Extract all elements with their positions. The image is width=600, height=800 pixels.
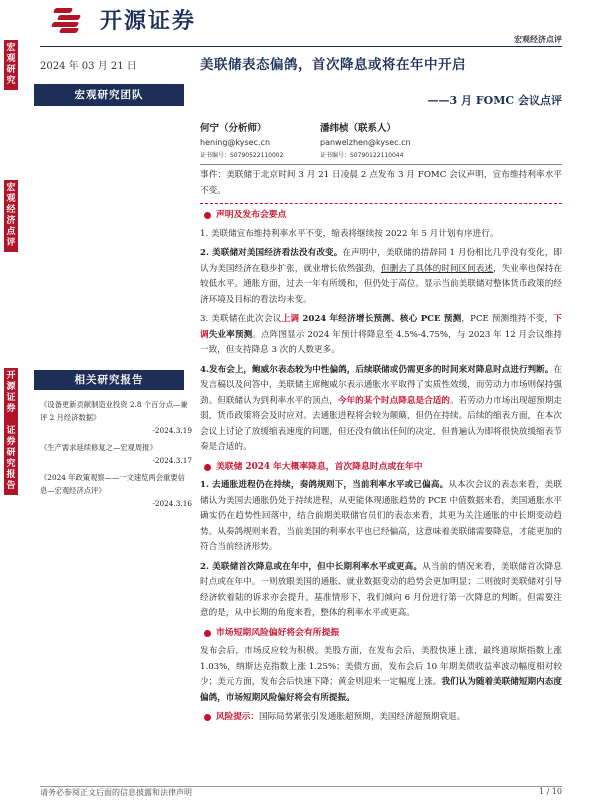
analyst-email[interactable]: panweizhen@kysec.cn	[320, 138, 411, 147]
sidebar-char: 评	[6, 238, 16, 248]
report-category: 宏观经济点评	[514, 35, 562, 44]
point-4: 4.发布会上，鲍威尔表态较为中性偏鸽，后续联储或仍需更多的时间来对降息时点进行判断。在发言稿以及问答中，美联储主席鲍威尔表示通胀水平取得了实质性效缓，而劳动力市场则保持强劲。但联储认为到利率水平的顶点，今年的某个时点降息是合适的。若劳动力市场出现超预期走弱，货币政策将会及时应对。去通胀进程将会较为颠簸，但仍在持续。后续的缩表方面，在本次会议上讨论了放缓缩表速度的问题，但还没有做出任何的决定，但普遍认为即将很快放缓缩表节奏是合适的。	[200, 364, 562, 452]
sidebar-char: 券	[6, 404, 16, 414]
market-paragraph: 发布会后，市场反应较为积极。美股方面，在发布会后，美股快速上涨，最终道琼斯指数上涨 1.03%，纳斯达克指数上涨 1.25%；美债方面，发布会后 10 年期美债收益率波动幅度相对较少；美元方面，发布会后快速下降；黄金则迎来一定幅度上涨。我们认为随着美联储短期内态度偏鸽，市场短期风险偏好将会有所提振。	[200, 646, 562, 703]
point-3: 3. 美联储在此次会议上调 2024 年经济增长预测、核心 PCE 预测，PCE 预测维持不变，下调失业率预测。点阵图显示 2024 年预计将降息至 4.5%-4.75%，与 2023 年 12 月会议维持一致，但支持降息 3 次的人数更多。	[200, 314, 562, 355]
sidebar-char: 宏	[6, 43, 16, 53]
left-sidebar-strip	[0, 0, 22, 800]
sidebar-tag-macro-commentary	[4, 180, 18, 252]
team-label: 宏观研究团队	[34, 84, 184, 106]
related-reports-list	[40, 398, 192, 514]
analyst-2	[320, 120, 411, 159]
point-2: 2. 美联储对美国经济看法没有改变。在声明中，美联储的措辞同 1 月份相比几乎没有变化，即认为美国经济在稳步扩张，就业增长依然强劲，但删去了具体的时间区间表述，失业率也保持在较低水平。通胀方面，过去一年有所缓和，但仍处于高位。显示当前美联储对整体货币政策的经济环境及目标的看法均未变。	[200, 248, 563, 305]
rate-point-1: 1. 去通胀进程仍在持续，奏鸽规则下，当前利率水平或已偏高。从本次会议的表态来看，美联储认为美国去通胀仍处于持续进程，从更能体现通胀趋势的 PCE 中值数据来看，美国通胀水平确实仍在趋势性回落中，结合前期美联储官员们的表态来看，其更为关注通胀的中长期变动趋势。从奏鸽规则来看，当前美国的利率水平也已经偏高，这意味着美联储需要降息，才能更加的符合当前经济形势。	[200, 480, 562, 552]
sidebar-char: 证	[6, 426, 16, 436]
analyst-name: 潘纬桢（联系人）	[320, 123, 397, 134]
sidebar-char: 开	[6, 371, 16, 381]
sidebar-char: 宏	[6, 183, 16, 193]
analyst-cert: 证书编号：S0790522110002	[200, 152, 284, 159]
brand-logo	[48, 2, 196, 36]
kaiyuan-logo-icon	[48, 5, 94, 33]
logo-text: 开源证券	[100, 8, 197, 34]
analyst-divider	[200, 164, 562, 165]
sidebar-char: 研	[6, 65, 16, 75]
analyst-name: 何宁（分析师）	[200, 123, 267, 134]
header-divider	[40, 46, 562, 47]
analyst-email[interactable]: hening@kysec.cn	[200, 138, 271, 147]
red-bullet-icon	[204, 714, 211, 721]
red-bullet-icon	[204, 464, 211, 471]
related-report-item[interactable]: 《生产需求延续修复之—宏观周报》 -2024.3.17	[40, 443, 192, 465]
sidebar-tag-brokerage-report	[4, 368, 18, 495]
sidebar-char: 观	[6, 194, 16, 204]
sidebar-char: 证	[6, 393, 16, 403]
report-title: 美联储表态偏鸽，首次降息或将在年中开启	[200, 57, 466, 73]
analyst-1	[200, 120, 283, 159]
sidebar-char: 究	[6, 76, 16, 86]
section-divider	[200, 203, 562, 204]
sidebar-char: 观	[6, 54, 16, 64]
page-number: 1 / 10	[538, 787, 562, 796]
related-reports-label: 相关研究报告	[34, 370, 184, 390]
report-subtitle: ——3 月 FOMC 会议点评	[427, 94, 562, 107]
section-heading-statement: 声明及发布会要点	[200, 208, 562, 224]
report-date: 2024 年 03 月 21 日	[40, 61, 137, 72]
section-heading-rate-cut: 美联储 2024 年大概率降息，首次降息时点或在年中	[200, 460, 562, 476]
red-bullet-icon	[204, 630, 211, 637]
footer-disclaimer: 请务必参阅正文后面的信息披露和法律声明	[40, 788, 192, 797]
sidebar-tag-macro-research	[4, 40, 18, 90]
sidebar-char: 告	[6, 481, 16, 491]
sidebar-char: 研	[6, 448, 16, 458]
sidebar-char: 点	[6, 227, 16, 237]
sidebar-char: 济	[6, 216, 16, 226]
sidebar-char: 报	[6, 470, 16, 480]
rate-point-2: 2. 美联储首次降息或在年中，但中长期利率水平或更高。从当前的情况来看，美联储首次降息时点或在年中。一则放眼美国的通胀、就业数据变动的趋势会更加明显；二则彼时美联储对引导经济软着陆的诉求亦会提升。基准情形下，我们倾向 6 月份进行第一次降息的判断。但需要注意的是，从中长期的角度来看，整体的利率水平或更高。	[200, 561, 562, 618]
related-report-item[interactable]: 《2024 年政策观察——一文速览两会重要信息—宏观经济点评》 -2024.3.16	[40, 473, 192, 508]
sidebar-char	[4, 415, 18, 426]
risk-warning: 风险提示：国际局势紧张引发通胀超预期，美国经济超预期衰退。	[200, 710, 562, 726]
section-heading-market: 市场短期风险偏好将会有所提振	[200, 626, 562, 642]
sidebar-char: 究	[6, 459, 16, 469]
sidebar-char: 经	[6, 205, 16, 215]
report-body	[200, 168, 562, 730]
related-report-item[interactable]: 《设备更新贡献制造业投资 2.8 个百分点—兼评 2 月经济数据》 -2024.3.19	[40, 400, 192, 435]
sidebar-char: 券	[6, 437, 16, 447]
point-1: 1. 美联储宣布维持利率水平不变，缩表将继续按 2022 年 5 月计划有序进行。	[200, 228, 499, 239]
event-paragraph: 事件：美联储于北京时间 3 月 21 日凌晨 2 点发布 3 月 FOMC 会议声明，宣布维持利率水平不变。	[200, 170, 562, 196]
analyst-cert: 证书编号：S0790122110044	[320, 152, 404, 159]
red-bullet-icon	[204, 212, 211, 219]
sidebar-char: 源	[6, 382, 16, 392]
